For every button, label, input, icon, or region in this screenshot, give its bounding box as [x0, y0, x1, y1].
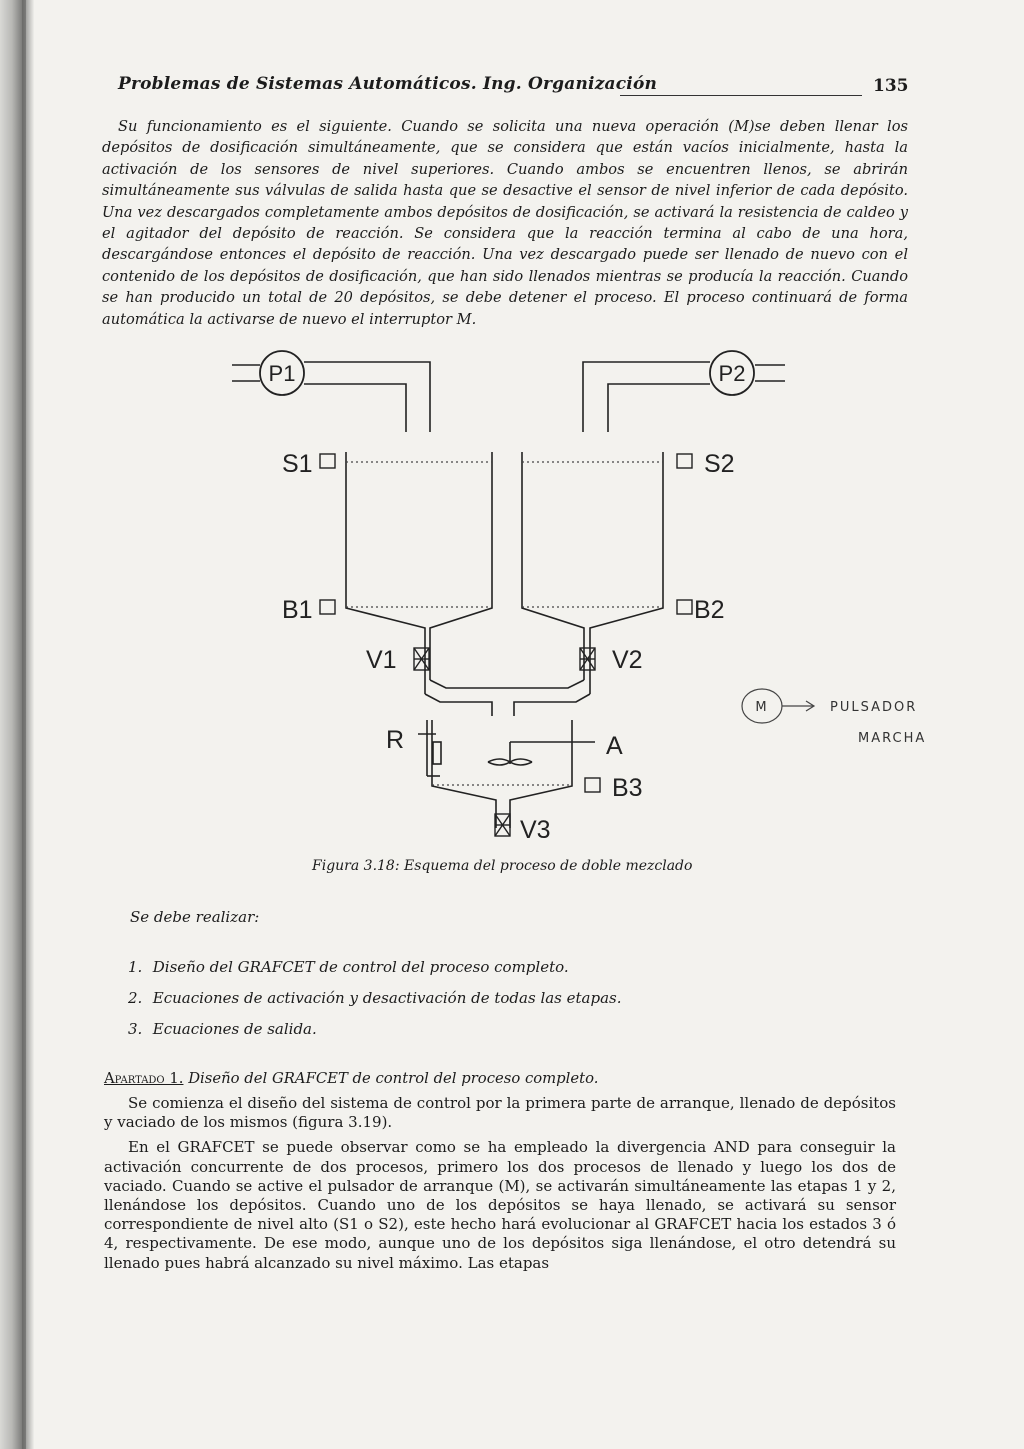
task-number: 1.	[128, 958, 143, 976]
task-number: 2.	[128, 989, 143, 1007]
pump-p2	[710, 351, 754, 395]
valve-v3-label: V3	[520, 816, 551, 844]
list-item	[128, 1020, 622, 1051]
page-number: 135	[873, 76, 909, 96]
sensor-b2-box	[677, 600, 692, 614]
list-item	[128, 989, 622, 1020]
task-list	[128, 958, 622, 1051]
sensor-s2-label: S2	[704, 450, 735, 478]
pump-p1	[260, 351, 304, 395]
valve-v2	[580, 648, 595, 670]
must-do-heading: Se debe realizar:	[130, 908, 260, 926]
section-heading	[104, 1070, 598, 1087]
task-text: Diseño del GRAFCET de control del proceso completo.	[152, 958, 569, 976]
sensor-s1-box	[320, 454, 335, 468]
handwritten-marcha: MARCHA	[858, 731, 927, 746]
valve-v2-label: V2	[612, 646, 643, 674]
task-number: 3.	[128, 1020, 143, 1038]
task-text: Ecuaciones de activación y desactivación de todas las etapas.	[152, 989, 622, 1007]
sensor-s2-box	[677, 454, 692, 468]
intro-paragraph: Su funcionamiento es el siguiente. Cuando se solicita una nueva operación (M)se deben llenar los depósitos de dosificación simultáneamente, que se considera que están vacíos inicialmente, hasta la activación de los sensores de nivel superiores. Cuando ambos se encuentren llenos, se abrirán simultáneamente sus válvulas de salida hasta que se desactive el sensor de nivel inferior de cada depósito. Una vez descargados completamente ambos depósitos de dosificación, se activará la resistencia de caldeo y el agitador del depósito de reacción. Se considera que la reacción termina al cabo de una hora, descargándose entonces el depósito de reacción. Una vez descargado puede ser llenado de nuevo con el contenido de los depósitos de dosificación, que han sido llenados mientras se producía la reacción. Cuando se han producido un total de 20 depósitos, se debe detener el proceso. El proceso continuará de forma automática la activarse de nuevo el interruptor M.	[102, 118, 908, 328]
sensor-b3-box	[585, 778, 600, 792]
valve-v3	[495, 814, 510, 836]
agitator-a-label: A	[606, 732, 623, 760]
pump-p2-label: P2	[718, 361, 746, 386]
running-header-title: Problemas de Sistemas Automáticos. Ing. Organización	[118, 74, 658, 94]
sensor-b1-label: B1	[282, 596, 313, 624]
pump-p1-label: P1	[268, 361, 296, 386]
section-title: Diseño del GRAFCET de control del proceso completo.	[188, 1070, 599, 1087]
body-paragraph-2: En el GRAFCET se puede observar como se ha empleado la divergencia AND para conseguir la activación concurrente de dos procesos, primero los dos procesos de llenado y luego los dos de vaciado. Cuando se active el pulsador de arranque (M), se activarán simultáneamente las etapas 1 y 2, llenándose los depósitos. Cuando uno de los depósitos se haya llenado, se activará su sensor correspondiente de nivel alto (S1 o S2), este hecho hará evolucionar al GRAFCET hacia los estados 3 ó 4, respectivamente. De ese modo, aunque uno de los depósitos siga llenándose, el otro detendrá su llenado pues habrá alcanzado su nivel máximo. Las etapas	[104, 1138, 896, 1272]
valve-v1-label: V1	[366, 646, 397, 674]
task-text: Ecuaciones de salida.	[152, 1020, 317, 1038]
body-text	[104, 1094, 896, 1279]
figure-caption: Figura 3.18: Esquema del proceso de doble mezclado	[312, 858, 693, 874]
section-label: Apartado 1.	[104, 1070, 184, 1087]
sensor-s1-label: S1	[282, 450, 313, 478]
sensor-b2-label: B2	[694, 596, 725, 624]
handwritten-m: M	[755, 700, 769, 715]
sensor-b1-box	[320, 600, 335, 614]
sensor-b3-label: B3	[612, 774, 643, 802]
resistor-r-label: R	[386, 726, 405, 754]
body-paragraph-1: Se comienza el diseño del sistema de control por la primera parte de arranque, llenado de depósitos y vaciado de los mismos (figura 3.19).	[104, 1094, 896, 1132]
handwritten-pulsador: PULSADOR	[830, 700, 918, 715]
handwritten-annotation	[742, 689, 926, 746]
valve-v1	[414, 648, 429, 670]
list-item	[128, 958, 622, 989]
